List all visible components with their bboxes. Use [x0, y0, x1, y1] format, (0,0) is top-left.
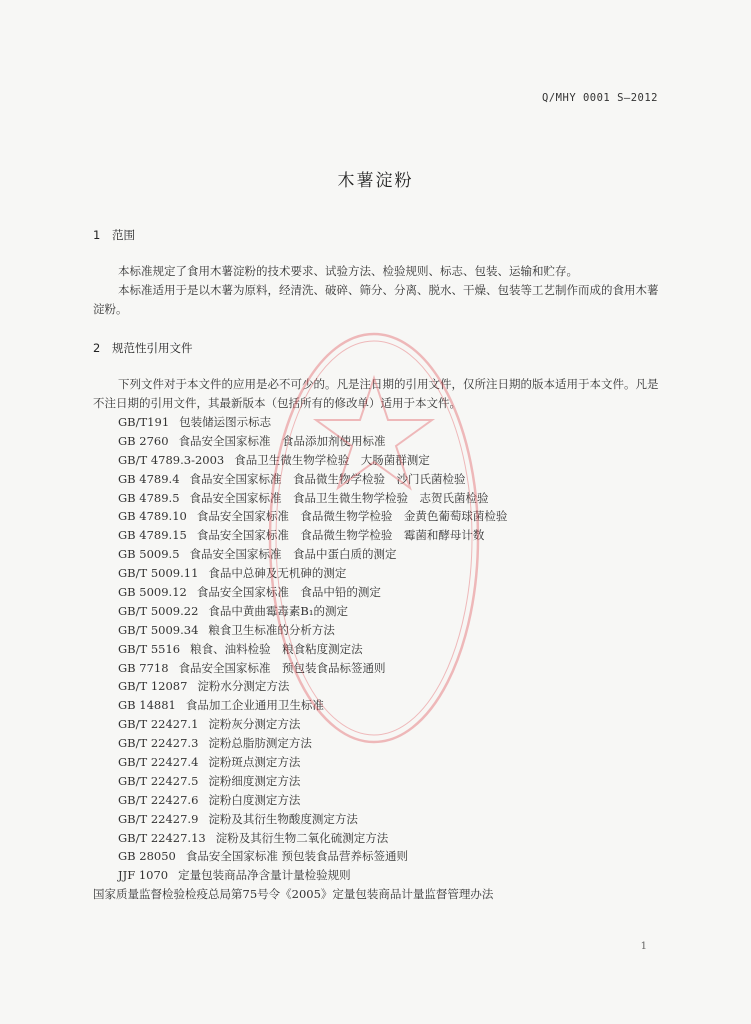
- reference-code: GB 5009.5: [118, 547, 180, 562]
- reference-title: 淀粉白度测定方法: [208, 792, 301, 807]
- reference-title: 淀粉灰分测定方法: [208, 717, 301, 732]
- reference-item: [118, 847, 678, 866]
- reference-item: [118, 583, 678, 602]
- reference-item: [118, 545, 678, 564]
- reference-title: 食品安全国家标准 食品微生物学检验 霉菌和酵母计数: [196, 528, 485, 543]
- reference-title: 淀粉总脂肪测定方法: [208, 736, 312, 751]
- reference-code: GB 14881: [118, 698, 176, 713]
- reference-title: 食品安全国家标准 预包装食品标签通则: [178, 660, 386, 675]
- reference-item: [118, 753, 678, 772]
- reference-code: GB 7718: [118, 660, 169, 675]
- section-1-heading: [93, 227, 135, 243]
- reference-code: GB 2760: [118, 433, 169, 448]
- reference-code: GB/T 22427.5: [118, 773, 199, 788]
- reference-code: GB/T 5516: [118, 641, 181, 656]
- scope-paragraph-1: 本标准规定了食用木薯淀粉的技术要求、试验方法、检验规则、标志、包装、运输和贮存。: [118, 264, 578, 278]
- reference-code: GB 4789.4: [118, 471, 180, 486]
- reference-item: [118, 451, 678, 470]
- reference-item: [118, 677, 678, 696]
- reference-item: [118, 507, 678, 526]
- reference-code: GB/T 5009.11: [118, 566, 199, 581]
- reference-item: [118, 715, 678, 734]
- reference-item: [118, 413, 678, 432]
- reference-item: [118, 621, 678, 640]
- reference-title: 包装储运图示标志: [179, 415, 272, 429]
- reference-title: 淀粉斑点测定方法: [208, 755, 301, 770]
- reference-title: 粮食卫生标准的分析方法: [208, 622, 335, 637]
- section-number: 2: [93, 341, 101, 355]
- reference-title: 国家质量监督检验检疫总局第75号令《2005》定量包装商品计量监督管理办法: [93, 887, 494, 902]
- reference-code: GB 4789.5: [118, 490, 180, 505]
- reference-code: GB/T 4789.3-2003: [118, 452, 225, 467]
- reference-title: 淀粉细度测定方法: [208, 773, 301, 788]
- reference-list: [93, 413, 678, 904]
- reference-code: GB/T191: [118, 415, 170, 429]
- reference-code: GB/T 5009.22: [118, 603, 199, 618]
- reference-title: 食品安全国家标准 预包装食品营养标签通则: [185, 849, 409, 864]
- reference-title: 食品安全国家标准 食品卫生微生物学检验 志贺氏菌检验: [189, 490, 489, 505]
- reference-title: 淀粉及其衍生物酸度测定方法: [208, 811, 358, 826]
- reference-item: [118, 829, 678, 848]
- reference-title: 食品加工企业通用卫生标准: [185, 698, 324, 713]
- reference-title: 淀粉及其衍生物二氧化硫测定方法: [215, 830, 389, 845]
- reference-item: [118, 564, 678, 583]
- document-code: Q/MHY 0001 S—2012: [542, 92, 658, 104]
- reference-code: GB/T 22427.9: [118, 811, 199, 826]
- reference-item: [118, 734, 678, 753]
- reference-code: GB 5009.12: [118, 585, 187, 600]
- reference-code: JJF 1070: [118, 868, 169, 883]
- reference-code: GB 4789.15: [118, 528, 187, 543]
- reference-item: [118, 432, 678, 451]
- section-title: 范围: [112, 228, 135, 242]
- reference-code: GB/T 22427.6: [118, 792, 199, 807]
- reference-code: GB/T 12087: [118, 679, 188, 694]
- reference-title: 食品中总砷及无机砷的测定: [208, 566, 347, 581]
- reference-item: [118, 640, 678, 659]
- normative-references-intro: 下列文件对于本文件的应用是必不可少的。凡是注日期的引用文件，仅所注日期的版本适用于本文件。凡是不注日期的引用文件，其最新版本（包括所有的修改单）适用于本文件。: [93, 377, 659, 410]
- reference-code: GB 4789.10: [118, 509, 187, 524]
- reference-code: GB 28050: [118, 849, 176, 864]
- page-number: 1: [640, 941, 647, 952]
- document-title: 木薯淀粉: [337, 171, 414, 191]
- reference-title: 定量包装商品净含量计量检验规则: [178, 868, 351, 883]
- section-number: 1: [93, 228, 101, 242]
- reference-item: [118, 489, 678, 508]
- reference-title: 淀粉水分测定方法: [197, 679, 290, 694]
- reference-code: GB/T 22427.1: [118, 717, 199, 732]
- reference-code: GB/T 22427.3: [118, 736, 199, 751]
- reference-code: GB/T 22427.4: [118, 755, 199, 770]
- reference-item: [118, 810, 678, 829]
- reference-title: 粮食、油料检验 粮食粘度测定法: [190, 641, 363, 656]
- scope-paragraph-2: 本标准适用于是以木薯为原料，经清洗、破碎、筛分、分离、脱水、干燥、包装等工艺制作而成的食用木薯淀粉。: [93, 283, 659, 316]
- reference-item: [118, 602, 678, 621]
- section-title: 规范性引用文件: [112, 341, 193, 355]
- reference-item: [118, 791, 678, 810]
- reference-item: [118, 659, 678, 678]
- reference-item: [118, 696, 678, 715]
- reference-item: [118, 526, 678, 545]
- reference-title: 食品中黄曲霉毒素B₁的测定: [208, 603, 348, 618]
- reference-title: 食品安全国家标准 食品中蛋白质的测定: [189, 547, 397, 562]
- reference-item: [93, 885, 678, 904]
- reference-title: 食品安全国家标准 食品添加剂使用标准: [178, 433, 386, 448]
- reference-title: 食品安全国家标准 食品中铅的测定: [196, 585, 381, 600]
- reference-title: 食品安全国家标准 食品微生物学检验 金黄色葡萄球菌检验: [196, 509, 508, 524]
- reference-item: [118, 866, 678, 885]
- reference-item: [118, 772, 678, 791]
- reference-code: GB/T 22427.13: [118, 830, 206, 845]
- reference-item: [118, 470, 678, 489]
- reference-title: 食品安全国家标准 食品微生物学检验 沙门氏菌检验: [189, 471, 466, 486]
- reference-title: 食品卫生微生物学检验 大肠菌群测定: [234, 452, 430, 467]
- section-2-heading: [93, 340, 193, 356]
- reference-code: GB/T 5009.34: [118, 622, 199, 637]
